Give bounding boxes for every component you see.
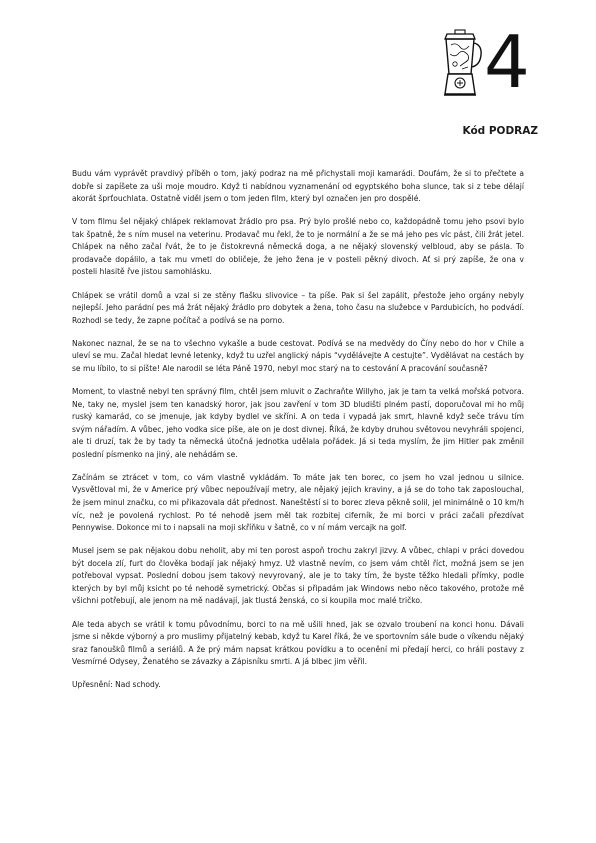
story-text	[72, 168, 524, 702]
clarification-note: Upřesnění: Nad schody.	[72, 680, 161, 690]
paragraph: Chlápek se vrátil domů a vzal si ze stěny flašku slivovice – ta píše. Pak si šel zapálit, přestože jeho orgány nebyly nejlepší. Jeho parádní pes má žrát nějaký žrádlo pro dobytek a žena, toho času na služebce v Pardubicích, ho podvádí. Rozhodl se tedy, že zapne počítač a podívá se na porno.	[72, 290, 524, 325]
paragraph: Musel jsem se pak nějakou dobu neholit, aby mi ten porost aspoň trochu zakryl jizvy. A vůbec, chlapi v práci dovedou být docela zlí, furt do člověka bodají jak nějaký hmyz. Už vlastně nevím, co jsem vám chtěl říct, možná jsem se jen potřeboval vypsat. Poslední dobou jsem takový nevyrovaný, ale je to taky tím, že byste těžko hledali přímky, podle kterých by byl můj ksicht po té nehodě symetrický. Občas si připadám jak Windows nebo něco takového, protože mě všichni potřebují, ale jenom na mě nadávají, jak tlustá ženská, co si koupila moc malé tričko.	[72, 546, 524, 606]
paragraph: Ale teda abych se vrátil k tomu původnímu, borci to na mě ušili hned, jak se ozvalo troubení na konci honu. Dávali jsme si někde výborný a pro muslimy přijatelný kebab, když tu Karel říká, že ve sportovním sále bude o víkendu nějaký sraz fanoušků filmů a seriálů. A že prý mám napsat krátkou povídku a to ocenění mi předají herci, co hráli postavy z Vesmírné Odysey, Ženatého se závazky a Zápisníku smrti. A já blbec jim věřil.	[72, 619, 524, 667]
chapter-header	[438, 20, 550, 104]
paragraph: V tom filmu šel nějaký chlápek reklamovat žrádlo pro psa. Prý bylo prošlé nebo co, každopádně tomu jeho psovi bylo tak špatně, že s ním musel na veterinu. Prodavač mu řekl, že to je normální a že se má jeho pes víc pást, čili žrát jetel. Chlápek na něho začal řvát, že to je čistokrevná německá doga, a ne nějaký slovenský velbloud, aby se pásla. To prodavače dopálilo, a tak mu vmetl do obličeje, že jeho žena je v posteli pěkný divoch. Ať si prý zapíše, že ona v posteli hlasitě řve jistou samohlásku.	[72, 217, 524, 277]
paragraph: Moment, to vlastně nebyl ten správný film, chtěl jsem mluvit o Zachraňte Willyho, jak je tam ta velká mořská potvora. Ne, taky ne, myslel jsem ten kanadský horor, jak jsou zavření v tom 3D bludišti plném pastí, doporučoval mi ho můj ruský kamarád, co se jmenuje, jak kdyby bydlel ve skříni. A on teda i vypadá jak smrt, hlavně když seče trávu tím svým nářadím. A vůbec, jeho vodka sice píše, ale on je dost divnej. Říká, že kdyby druhou světovou nevyhráli spojenci, ale ti druzí, tak že by tady ta německá útočná jednotka udělala pořádek. Já si teda myslím, že jim Hitler pak změnil poslední písmenko na jiný, ale nehádám se.	[72, 387, 524, 459]
chapter-title: Kód PODRAZ	[462, 125, 538, 137]
paragraph: Začínám se ztrácet v tom, co vám vlastně vykládám. To máte jak ten borec, co jsem ho vzal jednou u silnice. Vysvětloval mi, že v Americe prý vůbec nepoužívají metry, ale nějaký jejich kraviny, a já se do toho tak zaposlouchal, že jsem minul značku, co mi přikazovala dát přednost. Naneštěstí si to borec zleva pěkně solil, jel minimálně o 10 km/h víc, než je povolená rychlost. Po té nehodě jsem měl tak rozbitej ciferník, že mi borci v práci začali přezdívat Pennywise. Dokonce mi to i napsali na moji skříňku v šatně, co v ní mám vercajk na golf.	[72, 472, 524, 533]
chapter-number: 4	[484, 20, 530, 104]
paragraph: Budu vám vyprávět pravdivý příběh o tom, jaký podraz na mě přichystali moji kamarádi. Doufám, že si to přečtete a dobře si zapíšete za uši moje moudro. Když ti nabídnou vyznamenání od egyptského boha slunce, tak si z tebe dělají akorát šprťouchlata. Ostatně viděl jsem o tom jeden film, který byl označen jen pro dospělé.	[72, 169, 524, 204]
blender-icon	[438, 28, 482, 98]
paragraph: Nakonec naznal, že se na to všechno vykašle a bude cestovat. Podívá se na medvědy do Číny nebo do hor v Chile a uleví se mu. Začal hledat levné letenky, když tu uzřel anglický nápis “vydělávejte A cestujte”. Vydělávat na cestách by se mu líbilo, to si píšte! Ale narodil se léta Páně 1970, nebyl moc starý na to cestování A pracování současně?	[72, 338, 524, 373]
